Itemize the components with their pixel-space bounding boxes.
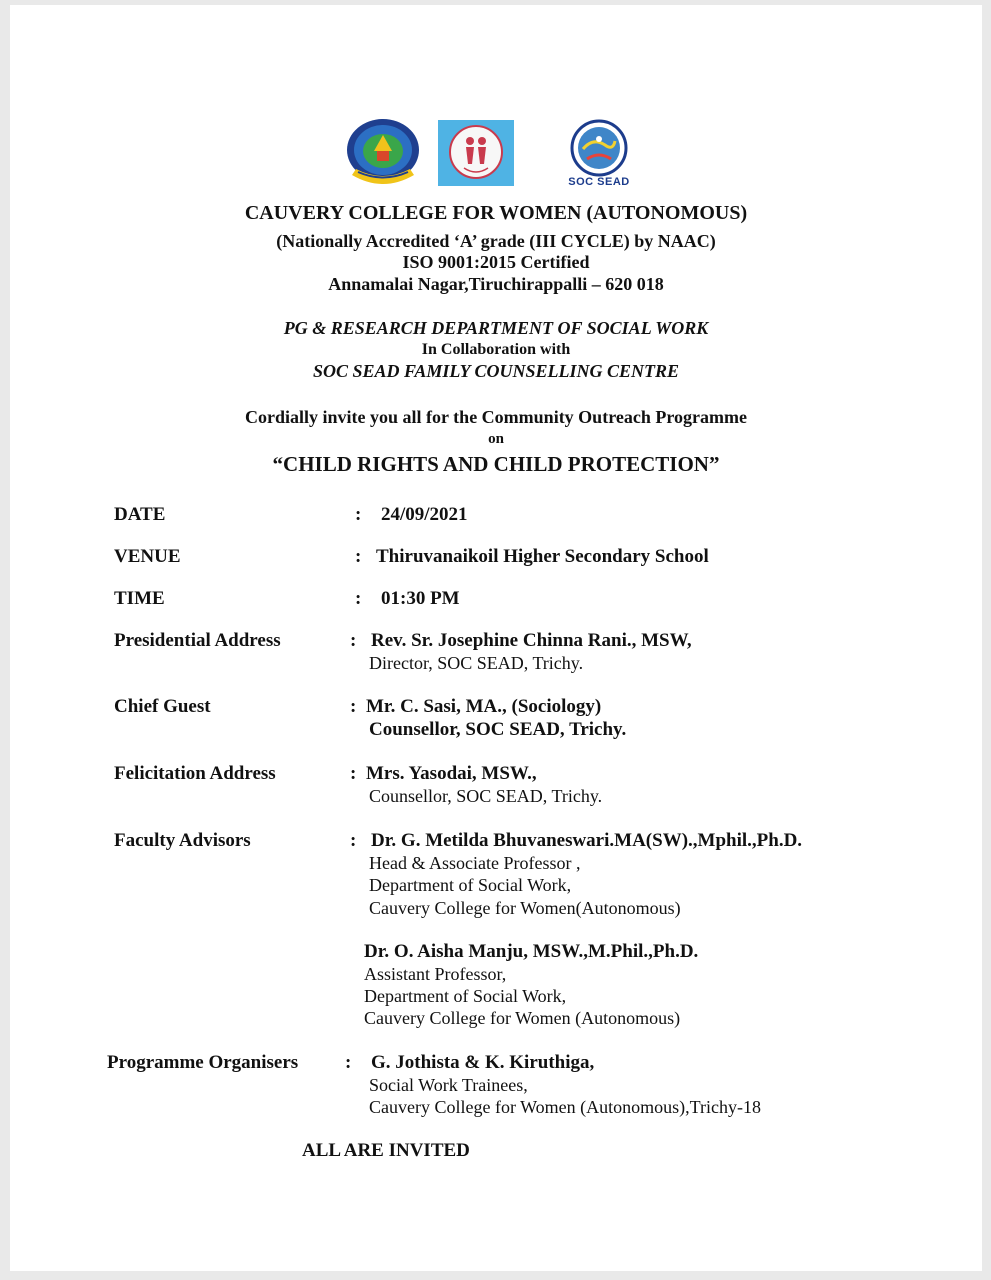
- department-name: PG & RESEARCH DEPARTMENT OF SOCIAL WORK: [283, 318, 709, 338]
- faculty1-college: Cauvery College for Women(Autonomous): [369, 898, 681, 918]
- venue-colon: :: [355, 546, 362, 567]
- faculty2-name: Dr. O. Aisha Manju, MSW.,M.Phil.,Ph.D.: [364, 941, 699, 962]
- felicitation-colon: :: [350, 763, 357, 784]
- time-label: TIME: [114, 588, 165, 609]
- faculty1-department: Department of Social Work,: [369, 875, 572, 895]
- invitation-line: Cordially invite you all for the Community Outreach Programme: [245, 407, 747, 427]
- accreditation-line: (Nationally Accredited ‘A’ grade (III CYCLE) by NAAC): [276, 231, 716, 251]
- venue-label: VENUE: [114, 546, 181, 567]
- chief-guest-role: Counsellor, SOC SEAD, Trichy.: [369, 719, 627, 740]
- all-are-invited: ALL ARE INVITED: [302, 1140, 470, 1161]
- chief-guest-label: Chief Guest: [114, 696, 211, 717]
- college-address: Annamalai Nagar,Tiruchirappalli – 620 018: [328, 274, 664, 294]
- felicitation-name: Mrs. Yasodai, MSW.,: [366, 763, 537, 784]
- faculty-colon: :: [350, 830, 357, 851]
- time-colon: :: [355, 588, 362, 609]
- chief-guest-colon: :: [350, 696, 357, 717]
- faculty1-name: Dr. G. Metilda Bhuvaneswari.MA(SW).,Mphil.,Ph.D.: [371, 830, 803, 851]
- chief-guest-name: Mr. C. Sasi, MA., (Sociology): [366, 696, 602, 717]
- organisers-name: G. Jothista & K. Kiruthiga,: [371, 1052, 595, 1073]
- date-value: 24/09/2021: [381, 504, 468, 525]
- venue-value: Thiruvanaikoil Higher Secondary School: [376, 546, 709, 567]
- iso-certification: ISO 9001:2015 Certified: [402, 252, 590, 272]
- invitation-on: on: [488, 431, 504, 447]
- organisers-role: Social Work Trainees,: [369, 1075, 528, 1095]
- invitation-page: [10, 5, 982, 1271]
- programme-title: “CHILD RIGHTS AND CHILD PROTECTION”: [272, 452, 720, 476]
- partner-centre: SOC SEAD FAMILY COUNSELLING CENTRE: [312, 361, 680, 381]
- presidential-role: Director, SOC SEAD, Trichy.: [369, 653, 584, 673]
- time-value: 01:30 PM: [381, 588, 460, 609]
- felicitation-role: Counsellor, SOC SEAD, Trichy.: [369, 786, 603, 806]
- collaboration-text: In Collaboration with: [421, 341, 571, 358]
- presidential-colon: :: [350, 630, 357, 651]
- faculty2-department: Department of Social Work,: [364, 986, 567, 1006]
- faculty-advisors-label: Faculty Advisors: [114, 830, 251, 851]
- faculty1-role: Head & Associate Professor ,: [369, 853, 581, 873]
- presidential-address-label: Presidential Address: [114, 630, 281, 651]
- ccc-counselling-logo: [438, 120, 514, 186]
- organisers-college: Cauvery College for Women (Autonomous),Trichy-18: [369, 1097, 762, 1117]
- presidential-name: Rev. Sr. Josephine Chinna Rani., MSW,: [371, 630, 692, 651]
- soc-sead-label: SOC SEAD: [568, 176, 630, 188]
- date-colon: :: [355, 504, 362, 525]
- cauvery-college-emblem-logo: [344, 117, 422, 189]
- college-name: CAUVERY COLLEGE FOR WOMEN (AUTONOMOUS): [244, 202, 748, 224]
- faculty2-role: Assistant Professor,: [364, 964, 507, 984]
- faculty2-college: Cauvery College for Women (Autonomous): [364, 1008, 681, 1028]
- soc-sead-logo: [553, 119, 645, 189]
- felicitation-address-label: Felicitation Address: [114, 763, 276, 784]
- organisers-colon: :: [345, 1052, 352, 1073]
- date-label: DATE: [114, 504, 166, 525]
- programme-organisers-label: Programme Organisers: [107, 1052, 299, 1073]
